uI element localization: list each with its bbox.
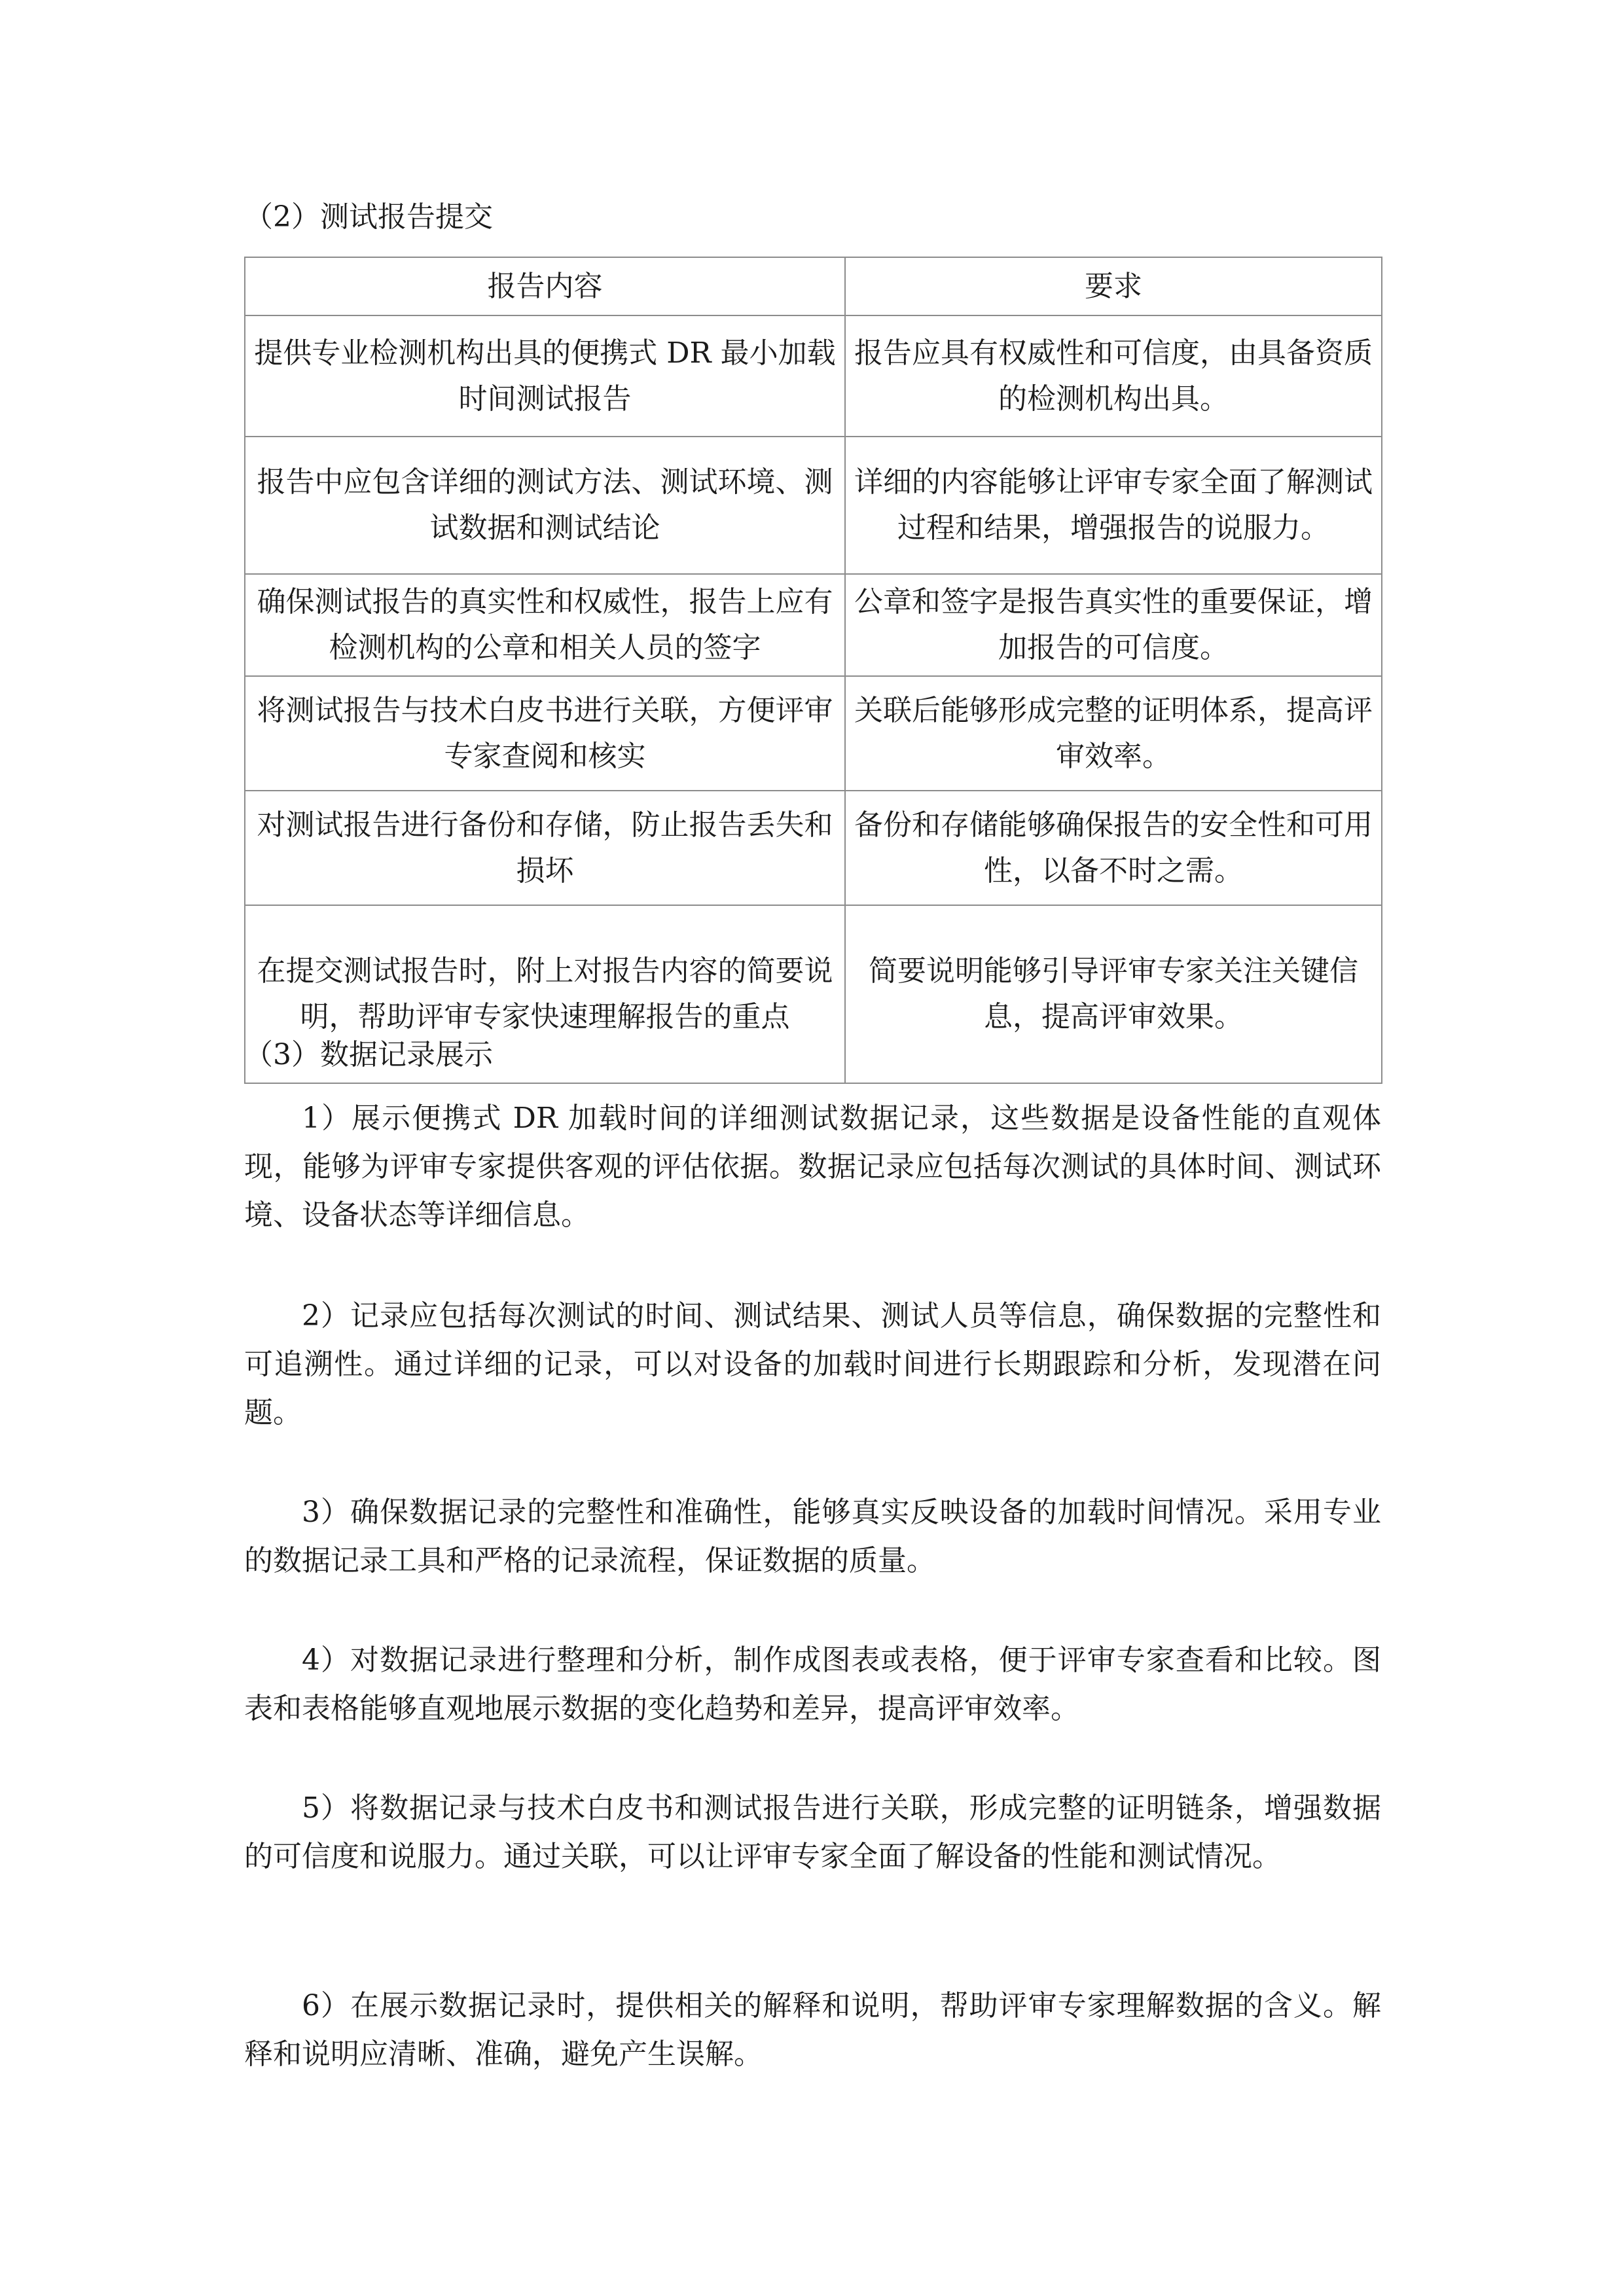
table-cell-content: 提供专业检测机构出具的便携式 DR 最小加载时间测试报告 — [245, 315, 845, 437]
table-row — [245, 676, 1382, 791]
table-cell-content: 报告中应包含详细的测试方法、测试环境、测试数据和测试结论 — [245, 437, 845, 574]
table-cell-requirement: 报告应具有权威性和可信度，由具备资质的检测机构出具。 — [845, 315, 1382, 437]
table-row — [245, 574, 1382, 676]
paragraph: 2）记录应包括每次测试的时间、测试结果、测试人员等信息，确保数据的完整性和可追溯性。通过详细的记录，可以对设备的加载时间进行长期跟踪和分析，发现潜在问题。 — [244, 1299, 1381, 1429]
column-header-requirement: 要求 — [845, 257, 1382, 315]
table-cell-content: 确保测试报告的真实性和权威性，报告上应有检测机构的公章和相关人员的签字 — [245, 574, 845, 676]
paragraph: 5）将数据记录与技术白皮书和测试报告进行关联，形成完整的证明链条，增强数据的可信度和说服力。通过关联，可以让评审专家全面了解设备的性能和测试情况。 — [244, 1791, 1381, 1873]
paragraph: 1）展示便携式 DR 加载时间的详细测试数据记录，这些数据是设备性能的直观体现，能够为评审专家提供客观的评估依据。数据记录应包括每次测试的具体时间、测试环境、设备状态等详细信息。 — [244, 1102, 1381, 1232]
column-header-content: 报告内容 — [245, 257, 845, 315]
table-row — [245, 791, 1382, 905]
table-cell-content: 对测试报告进行备份和存储，防止报告丢失和损坏 — [245, 791, 845, 905]
paragraph: 6）在展示数据记录时，提供相关的解释和说明，帮助评审专家理解数据的含义。解释和说明应清晰、准确，避免产生误解。 — [244, 1989, 1381, 2071]
section-heading-data-records: （3）数据记录展示 — [244, 1038, 493, 1071]
table-cell-requirement: 关联后能够形成完整的证明体系，提高评审效率。 — [845, 676, 1382, 791]
table-cell-requirement: 详细的内容能够让评审专家全面了解测试过程和结果，增强报告的说服力。 — [845, 437, 1382, 574]
table-cell-requirement: 备份和存储能够确保报告的安全性和可用性，以备不时之需。 — [845, 791, 1382, 905]
paragraph: 4）对数据记录进行整理和分析，制作成图表或表格，便于评审专家查看和比较。图表和表格能够直观地展示数据的变化趋势和差异，提高评审效率。 — [244, 1643, 1381, 1725]
table-row — [245, 315, 1382, 437]
table-cell-content: 将测试报告与技术白皮书进行关联，方便评审专家查阅和核实 — [245, 676, 845, 791]
report-requirements-table — [244, 257, 1382, 1084]
table-cell-content: 在提交测试报告时，附上对报告内容的简要说明，帮助评审专家快速理解报告的重点 — [245, 905, 845, 1083]
section-heading-test-report: （2）测试报告提交 — [244, 200, 493, 234]
table-header-row — [245, 257, 1382, 315]
table-cell-requirement: 简要说明能够引导评审专家关注关键信息，提高评审效果。 — [845, 905, 1382, 1083]
table-row — [245, 437, 1382, 574]
paragraph: 3）确保数据记录的完整性和准确性，能够真实反映设备的加载时间情况。采用专业的数据记录工具和严格的记录流程，保证数据的质量。 — [244, 1496, 1381, 1577]
table-cell-requirement: 公章和签字是报告真实性的重要保证，增加报告的可信度。 — [845, 574, 1382, 676]
